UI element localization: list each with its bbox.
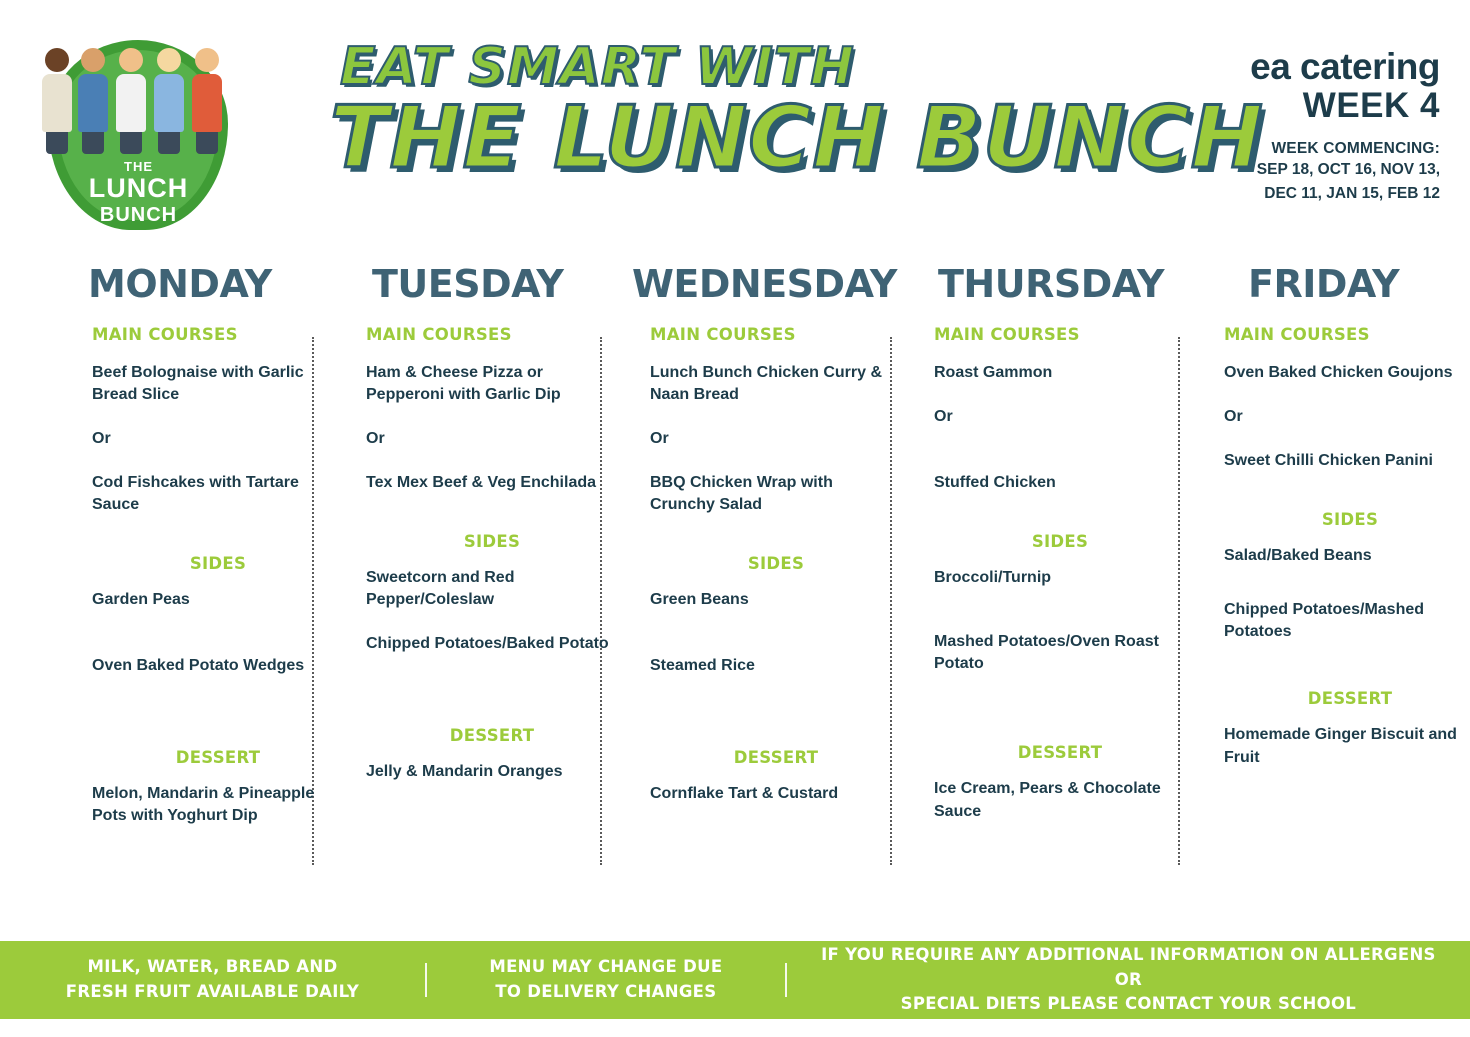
logo-bunch: BUNCH	[99, 203, 178, 226]
logo-children-illustration	[38, 24, 238, 154]
footer-banner	[0, 941, 1470, 1019]
main-item: BBQ Chicken Wrap with Crunchy Salad	[650, 474, 833, 514]
logo-lunch: LUNCH	[88, 173, 189, 204]
section-title-sides-tuesday: SIDES	[463, 532, 521, 552]
main-item: Beef Bolognaise with Garlic Bread Slice	[92, 364, 304, 404]
section-title-sides-monday: SIDES	[189, 554, 247, 574]
section-title-dessert-wednesday: DESSERT	[733, 747, 819, 767]
main-or: Or	[650, 430, 669, 448]
menu-columns	[0, 325, 1470, 925]
side-item: Chipped Potatoes/Mashed Potatoes	[1224, 601, 1425, 641]
section-title-sides-wednesday: SIDES	[747, 554, 805, 574]
dessert-item: Jelly & Mandarin Oranges	[366, 762, 563, 780]
side-item: Green Beans	[650, 591, 749, 609]
section-title-sides-friday: SIDES	[1321, 510, 1379, 530]
dessert-item: Ice Cream, Pears & Chocolate Sauce	[934, 780, 1161, 820]
side-item: Steamed Rice	[650, 657, 755, 675]
section-title-main-monday: MAIN COURSES	[92, 325, 238, 344]
side-item: Garden Peas	[92, 591, 190, 609]
title-line-1: EAT SMART WITH	[340, 37, 855, 97]
section-title-dessert-thursday: DESSERT	[1017, 743, 1103, 763]
section-title-main-friday: MAIN COURSES	[1224, 325, 1370, 344]
menu-column-monday	[92, 325, 344, 827]
side-item: Mashed Potatoes/Oven Roast Potato	[934, 633, 1159, 673]
main-item: Oven Baked Chicken Goujons	[1224, 364, 1453, 381]
week-commencing-label: WEEK COMMENCING:	[1271, 139, 1440, 157]
menu-column-wednesday	[650, 325, 902, 805]
footer-note-2-line-2: TO DELIVERY CHANGES	[495, 982, 717, 1001]
section-title-main-wednesday: MAIN COURSES	[650, 325, 796, 344]
page-header	[0, 0, 1470, 250]
menu-column-friday	[1224, 325, 1470, 769]
side-item: Chipped Potatoes/Baked Potato	[366, 635, 609, 653]
page-title	[330, 37, 1264, 188]
footer-note-daily-items	[0, 955, 425, 1005]
main-item: Stuffed Chicken	[934, 474, 1056, 492]
dessert-item: Homemade Ginger Biscuit and Fruit	[1224, 726, 1457, 766]
week-commencing-dates-line-1: SEP 18, OCT 16, NOV 13,	[1256, 160, 1440, 178]
lunch-bunch-logo	[18, 10, 248, 245]
section-title-dessert-monday: DESSERT	[175, 747, 261, 767]
footer-note-menu-change	[427, 955, 785, 1005]
dessert-item: Cornflake Tart & Custard	[650, 784, 839, 802]
week-number: WEEK 4	[1302, 86, 1440, 125]
footer-divider-1	[425, 963, 427, 997]
main-item: Sweet Chilli Chicken Panini	[1224, 452, 1433, 470]
footer-note-1-line-2: FRESH FRUIT AVAILABLE DAILY	[65, 982, 360, 1001]
side-item: Salad/Baked Beans	[1224, 547, 1372, 565]
brand-block	[1180, 48, 1440, 206]
footer-note-3-line-2: SPECIAL DIETS PLEASE CONTACT YOUR SCHOOL	[900, 994, 1357, 1014]
day-heading-tuesday: TUESDAY	[372, 262, 564, 306]
section-title-dessert-tuesday: DESSERT	[449, 725, 535, 745]
menu-column-tuesday	[366, 325, 618, 783]
main-item: Ham & Cheese Pizza or Pepperoni with Garlic Dip	[366, 364, 561, 404]
logo-the: THE	[124, 159, 153, 174]
main-item: Roast Gammon	[934, 364, 1053, 381]
day-heading-friday: FRIDAY	[1248, 262, 1400, 306]
logo-arc-decoration	[62, 215, 217, 248]
dessert-item: Melon, Mandarin & Pineapple Pots with Yoghurt Dip	[92, 784, 315, 824]
section-title-main-tuesday: MAIN COURSES	[366, 325, 512, 344]
brand-name: ea catering	[1250, 46, 1440, 87]
side-item: Sweetcorn and Red Pepper/Coleslaw	[366, 569, 515, 609]
side-item: Oven Baked Potato Wedges	[92, 657, 305, 675]
footer-note-2-line-1: MENU MAY CHANGE DUE	[489, 957, 723, 977]
footer-note-allergens	[787, 943, 1470, 1017]
main-or: Or	[92, 430, 111, 448]
main-item: Cod Fishcakes with Tartare Sauce	[92, 474, 299, 514]
menu-column-thursday	[934, 325, 1186, 823]
day-heading-monday: MONDAY	[88, 262, 272, 306]
day-heading-thursday: THURSDAY	[938, 262, 1165, 306]
main-or: Or	[934, 408, 953, 426]
week-commencing-dates-line-2: DEC 11, JAN 15, FEB 12	[1264, 184, 1440, 202]
footer-divider-2	[785, 963, 787, 997]
day-heading-wednesday: WEDNESDAY	[632, 262, 897, 306]
section-title-sides-thursday: SIDES	[1031, 532, 1089, 552]
title-line-2: THE LUNCH BUNCH	[330, 87, 1264, 188]
day-headings-row	[0, 262, 1470, 312]
section-title-main-thursday: MAIN COURSES	[934, 325, 1080, 344]
section-title-dessert-friday: DESSERT	[1307, 689, 1393, 709]
main-or: Or	[366, 430, 385, 448]
main-or: Or	[1224, 408, 1243, 426]
main-item: Lunch Bunch Chicken Curry & Naan Bread	[650, 364, 883, 404]
footer-note-1-line-1: MILK, WATER, BREAD AND	[87, 957, 338, 977]
side-item: Broccoli/Turnip	[934, 569, 1052, 587]
footer-note-3-line-1: IF YOU REQUIRE ANY ADDITIONAL INFORMATION ON ALLERGENS OR	[821, 944, 1436, 989]
main-item: Tex Mex Beef & Veg Enchilada	[366, 474, 597, 492]
